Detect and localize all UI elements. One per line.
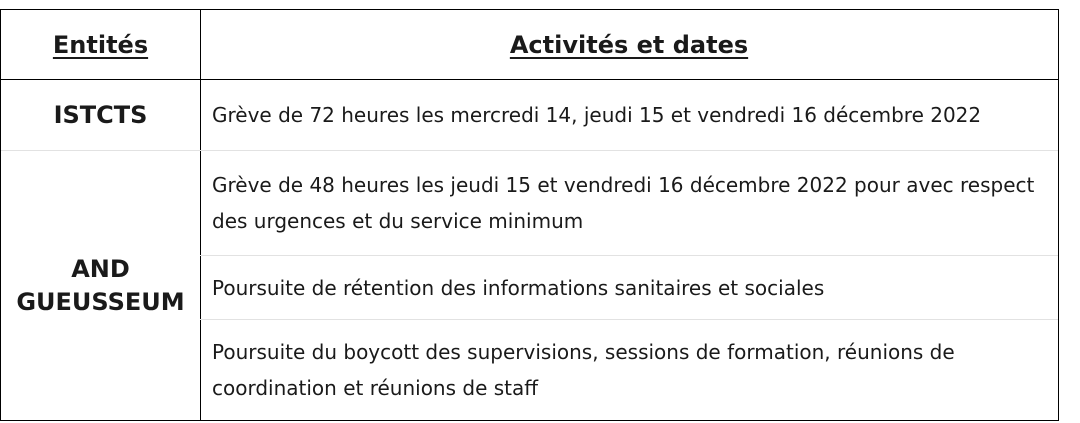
header-entities: Entités [52, 30, 149, 59]
activity-cell: Grève de 72 heures les mercredi 14, jeudi 15 et vendredi 16 décembre 2022 [212, 103, 982, 127]
activity-cell: Poursuite de rétention des informations sanitaires et sociales [212, 275, 825, 300]
entity-and-gueusseum [1, 151, 200, 420]
entity-line: GUEUSSEUM [16, 287, 185, 316]
entity-line: AND [71, 254, 130, 283]
header-activities: Activités et dates [509, 30, 749, 59]
activity-cell: Grève de 48 heures les jeudi 15 et vendredi 16 décembre 2022 pour avec respect des urgences et du service minimum [212, 173, 1035, 233]
activity-cell: Poursuite du boycott des supervisions, sessions de formation, réunions de coordination et réunions de staff [212, 340, 955, 400]
activities-table [0, 9, 1059, 421]
entity-istcts: ISTCTS [53, 100, 148, 129]
